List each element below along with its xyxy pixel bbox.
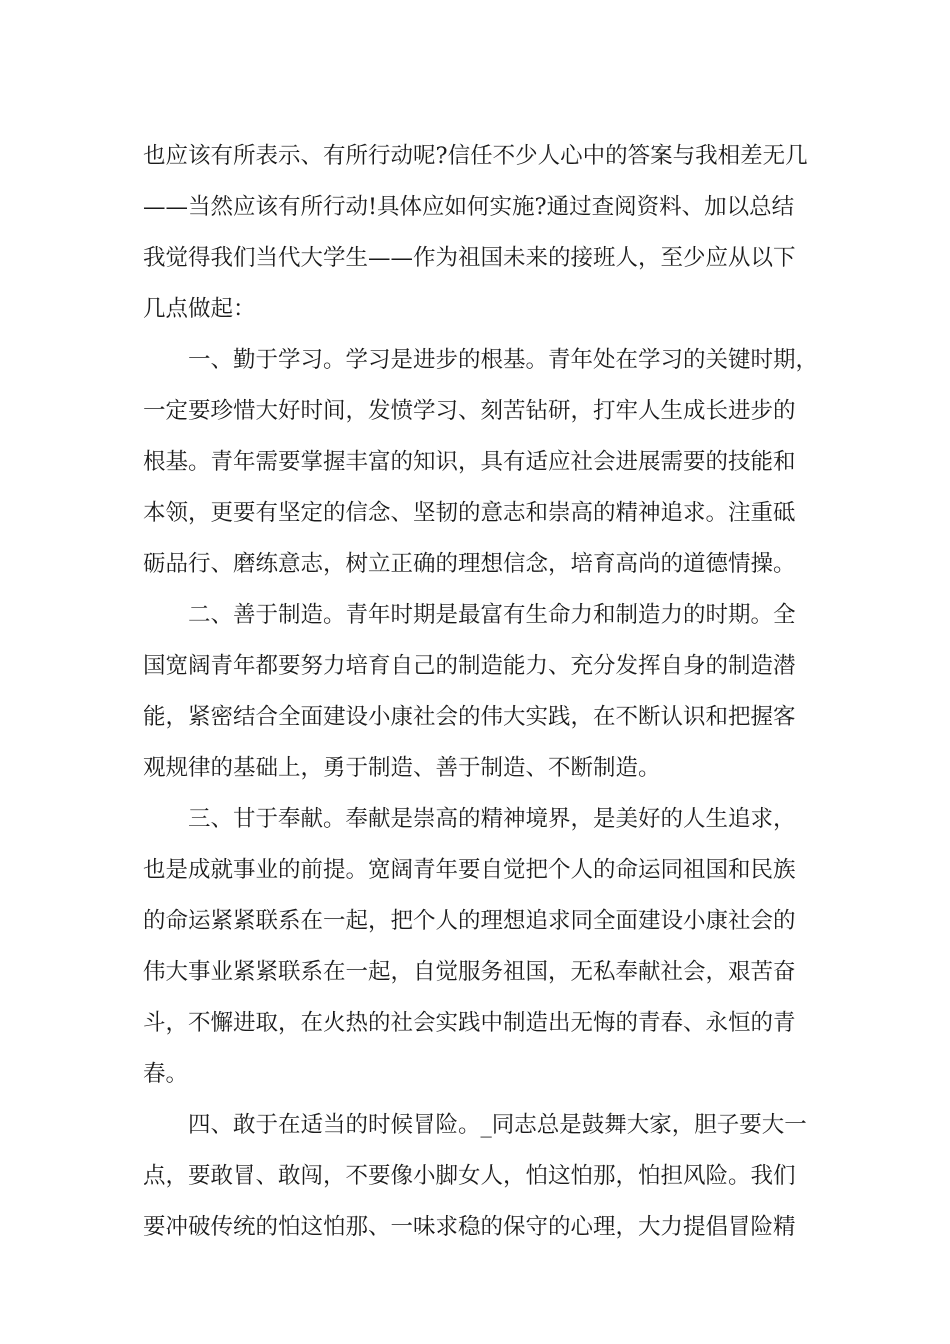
document-body [143, 131, 819, 1253]
text-line: 一定要珍惜大好时间，发愤学习、刻苦钻研，打牢人生成长进步的 [143, 398, 796, 424]
text-line: 本领，更要有坚定的信念、坚韧的意志和崇高的精神追求。注重砥 [143, 500, 796, 526]
text-line: 观规律的基础上，勇于制造、善于制造、不断制造。 [143, 755, 661, 781]
text-line: 国宽阔青年都要努力培育自己的制造能力、充分发挥自身的制造潜 [143, 653, 796, 679]
text-line: 伟大事业紧紧联系在一起，自觉服务祖国，无私奉献社会，艰苦奋 [143, 959, 796, 985]
text-line: 我觉得我们当代大学生——作为祖国未来的接班人，至少应从以下 [143, 245, 796, 271]
paragraph-heading-line: 三、甘于奉献。奉献是崇高的精神境界，是美好的人生追求， [143, 806, 796, 832]
text-line: 斗，不懈进取，在火热的社会实践中制造出无悔的青春、永恒的青 [143, 1010, 796, 1036]
text-line: 能，紧密结合全面建设小康社会的伟大实践，在不断认识和把握客 [143, 704, 796, 730]
paragraph-heading-line: 一、勤于学习。学习是进步的根基。青年处在学习的关键时期， [143, 347, 819, 373]
text-line: 也是成就事业的前提。宽阔青年要自觉把个人的命运同祖国和民族 [143, 857, 796, 883]
text-line: 也应该有所表示、有所行动呢?信任不少人心中的答案与我相差无几 [143, 143, 808, 169]
paragraph-heading-line: 四、敢于在适当的时候冒险。_同志总是鼓舞大家，胆子要大一 [143, 1112, 807, 1138]
text-line: ——当然应该有所行动!具体应如何实施?通过查阅资料、加以总结 [143, 194, 795, 220]
text-line: 的命运紧紧联系在一起，把个人的理想追求同全面建设小康社会的 [143, 908, 796, 934]
text-line: 点，要敢冒、敢闯，不要像小脚女人，怕这怕那，怕担风险。我们 [143, 1163, 796, 1189]
text-line: 根基。青年需要掌握丰富的知识，具有适应社会进展需要的技能和 [143, 449, 796, 475]
text-line: 砺品行、磨练意志，树立正确的理想信念，培育高尚的道德情操。 [143, 551, 796, 577]
paragraph-heading-line: 二、善于制造。青年时期是最富有生命力和制造力的时期。全 [143, 602, 796, 628]
text-line: 春。 [143, 1061, 189, 1087]
text-line: 要冲破传统的怕这怕那、一味求稳的保守的心理，大力提倡冒险精 [143, 1214, 796, 1240]
text-line: 几点做起： [143, 296, 256, 322]
